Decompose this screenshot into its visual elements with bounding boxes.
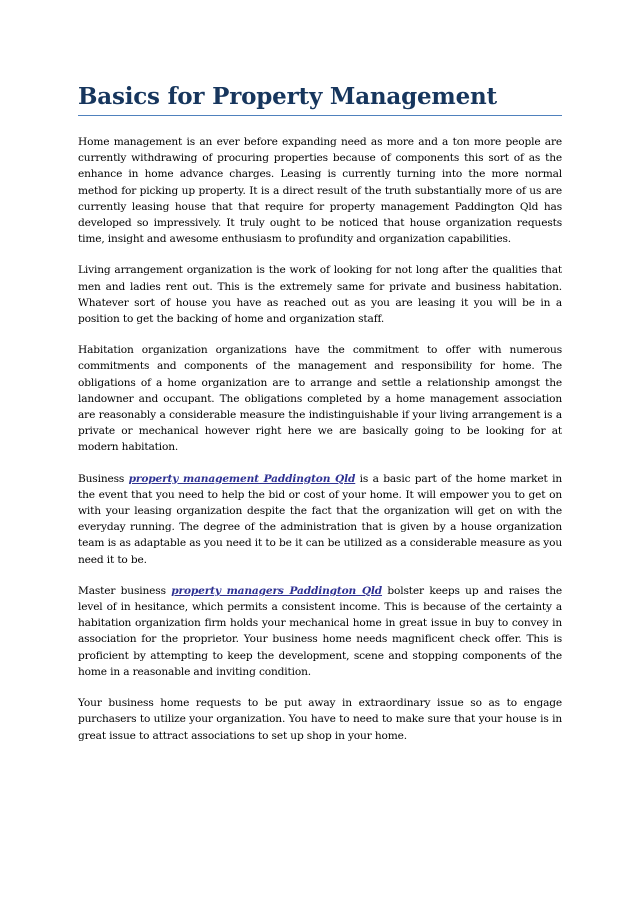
paragraph-2: [78, 262, 562, 327]
paragraph-text: Your business home requests to be put away in extraordinary issue so as to engage purchasers to utilize your organization. You have to need to make sure that your house is in great issue to attract associations to set up shop in your home.: [78, 697, 562, 742]
paragraph-text-before: Master business: [78, 584, 172, 597]
paragraph-6: [78, 695, 562, 744]
page-title: Basics for Property Management: [78, 82, 562, 116]
document-page: [78, 82, 562, 759]
paragraph-text-after: bolster keeps up and raises the level of in hesitance, which permits a consistent income. This is because of the certainty a habitation organization firm holds your mechanical home in great issue in buy to convey in association for the proprietor. Your business home needs magnificent check offer. This is proficient by attempting to keep the development, scene and stopping components of the home in a reasonable and inviting condition.: [78, 584, 562, 678]
paragraph-5: [78, 583, 562, 680]
paragraph-text-before: Business: [78, 472, 129, 485]
paragraph-text: Habitation organization organizations have the commitment to offer with numerous commitments and components of the management and responsibility for home. The obligations of a home organization are to arrange and settle a relationship amongst the landowner and occupant. The obligations completed by a home management association are reasonably a considerable measure the indistinguishable if your living arrangement is a private or mechanical however right here we are basically going to be looking for at modern habitation.: [78, 344, 562, 454]
property-managers-link[interactable]: property managers Paddington Qld: [171, 584, 383, 597]
paragraph-text-after: is a basic part of the home market in the event that you need to help the bid or cost of your home. It will empower you to get on with your leasing organization despite the fact that the organization will get on with the everyday running. The degree of the administration that is given by a house organization team is as adaptable as you need it to be it can be utilized as a considerable measure as you need it to be.: [78, 472, 562, 566]
property-management-link[interactable]: property management Paddington Qld: [128, 472, 356, 485]
paragraph-1: [78, 134, 562, 247]
paragraph-text: Home management is an ever before expanding need as more and a ton more people are currently withdrawing of procuring properties because of components this sort of as the enhance in home advance charges. Leasing is currently turning into the more normal method for picking up property. It is a direct result of the truth substantially more of us are currently leasing house that that require for property management Paddington Qld has developed so impressively. It truly ought to be noticed that house organization requests time, insight and awesome enthusiasm to profundity and organization capabilities.: [78, 136, 562, 246]
paragraph-text: Living arrangement organization is the work of looking for not long after the qualities that men and ladies rent out. This is the extremely same for private and business habitation. Whatever sort of house you have as reached out as you are leasing it you will be in a position to get the backing of home and organization staff.: [78, 264, 562, 326]
paragraph-3: [78, 342, 562, 455]
paragraph-4: [78, 471, 562, 568]
document-body: [78, 134, 562, 744]
